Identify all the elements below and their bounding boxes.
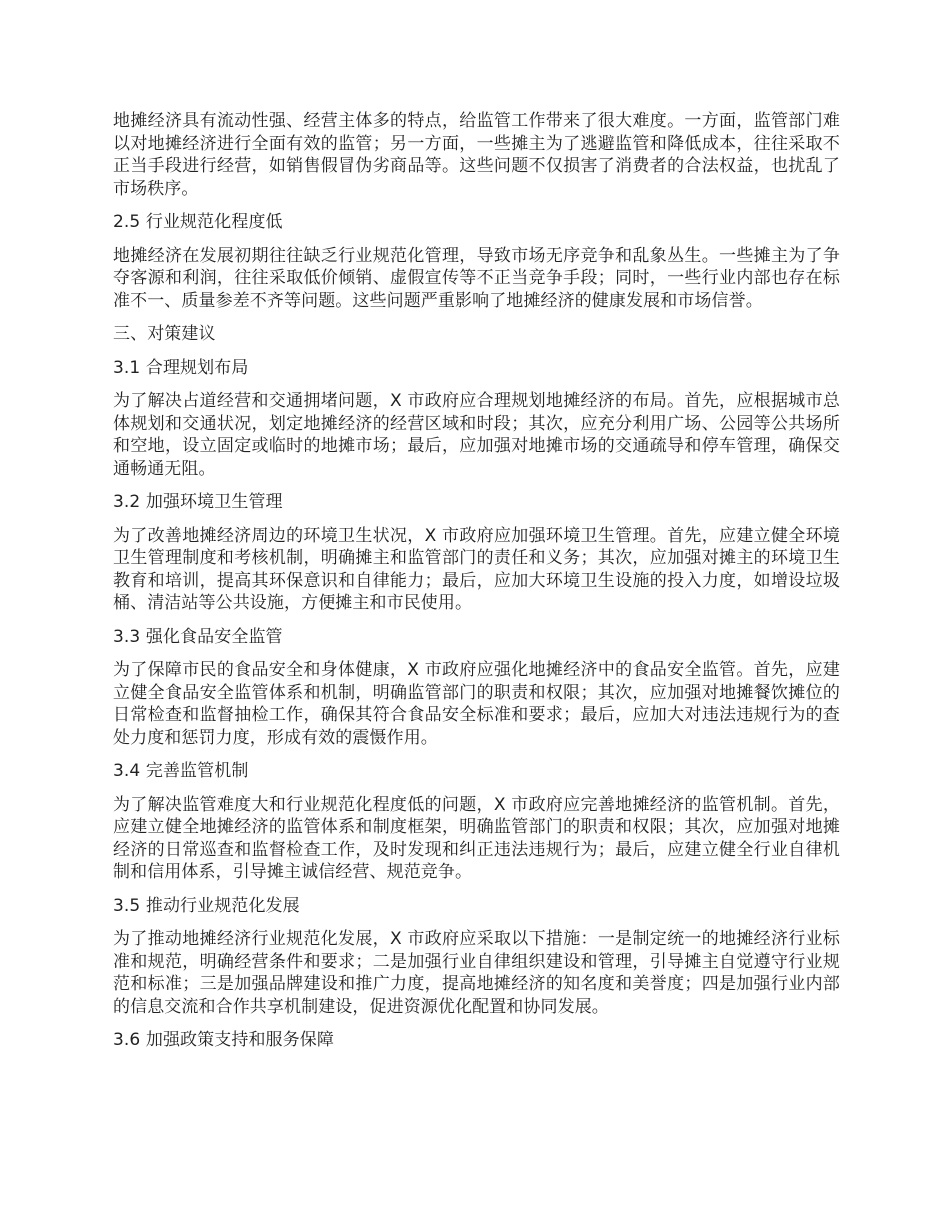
heading-3-6: 3.6 加强政策支持和服务保障 bbox=[113, 1030, 334, 1050]
para-3-4: 为了解决监管难度大和行业规范化程度低的问题，X 市政府应完善地摊经济的监管机制。首先，应建立健全地摊经济的监管体系和制度框架，明确监管部门的职责和权限；其次，应加强对地摊经济的日常巡查和监督检查工作，及时发现和纠正违法违规行为；最后，应建立健全行业自律机制和信用体系，引导摊主诚信经营、规范竞争。 bbox=[113, 794, 840, 882]
para-supervision-difficulty: 地摊经济具有流动性强、经营主体多的特点，给监管工作带来了很大难度。一方面，监管部门难以对地摊经济进行全面有效的监管；另一方面，一些摊主为了逃避监管和降低成本，往往采取不正当手段进行经营，如销售假冒伪劣商品等。这些问题不仅损害了消费者的合法权益，也扰乱了市场秩序。 bbox=[113, 111, 840, 199]
heading-3-3: 3.3 强化食品安全监管 bbox=[113, 626, 283, 647]
document-page bbox=[113, 110, 840, 1063]
para-3-5: 为了推动地摊经济行业规范化发展，X 市政府应采取以下措施：一是制定统一的地摊经济行业标准和规范，明确经营条件和要求；二是加强行业自律组织建设和管理，引导摊主自觉遵守行业规范和标准；三是加强品牌建设和推广力度，提高地摊经济的知名度和美誉度；四是加强行业内部的信息交流和合作共享机制建设，促进资源优化配置和协同发展。 bbox=[113, 929, 840, 1017]
para-3-2: 为了改善地摊经济周边的环境卫生状况，X 市政府应加强环境卫生管理。首先，应建立健全环境卫生管理制度和考核机制，明确摊主和监管部门的责任和义务；其次，应加强对摊主的环境卫生教育和培训，提高其环保意识和自律能力；最后，应加大环境卫生设施的投入力度，如增设垃圾桶、清洁站等公共设施，方便摊主和市民使用。 bbox=[113, 525, 840, 613]
heading-2-5: 2.5 行业规范化程度低 bbox=[113, 212, 283, 232]
para-3-1: 为了解决占道经营和交通拥堵问题，X 市政府应合理规划地摊经济的布局。首先，应根据城市总体规划和交通状况，划定地摊经济的经营区域和时段；其次，应充分利用广场、公园等公共场所和空地，设立固定或临时的地摊市场；最后，应加强对地摊市场的交通疏导和停车管理，确保交通畅通无阻。 bbox=[113, 391, 840, 479]
heading-3-5: 3.5 推动行业规范化发展 bbox=[113, 895, 300, 916]
heading-section-3: 三、对策建议 bbox=[113, 324, 216, 344]
heading-3-4: 3.4 完善监管机制 bbox=[113, 761, 249, 781]
para-2-5: 地摊经济在发展初期往往缺乏行业规范化管理，导致市场无序竞争和乱象丛生。一些摊主为了争夺客源和利润，往往采取低价倾销、虚假宣传等不正当竞争手段；同时，一些行业内部也存在标准不一、质量参差不齐等问题。这些问题严重影响了地摊经济的健康发展和市场信誉。 bbox=[113, 245, 840, 311]
heading-3-2: 3.2 加强环境卫生管理 bbox=[113, 492, 283, 512]
heading-3-1: 3.1 合理规划布局 bbox=[113, 357, 249, 378]
para-3-3: 为了保障市民的食品安全和身体健康，X 市政府应强化地摊经济中的食品安全监管。首先，应建立健全食品安全监管体系和机制，明确监管部门的职责和权限；其次，应加强对地摊餐饮摊位的日常检查和监督抽检工作，确保其符合食品安全标准和要求；最后，应加大对违法违规行为的查处力度和惩罚力度，形成有效的震慑作用。 bbox=[113, 660, 840, 748]
